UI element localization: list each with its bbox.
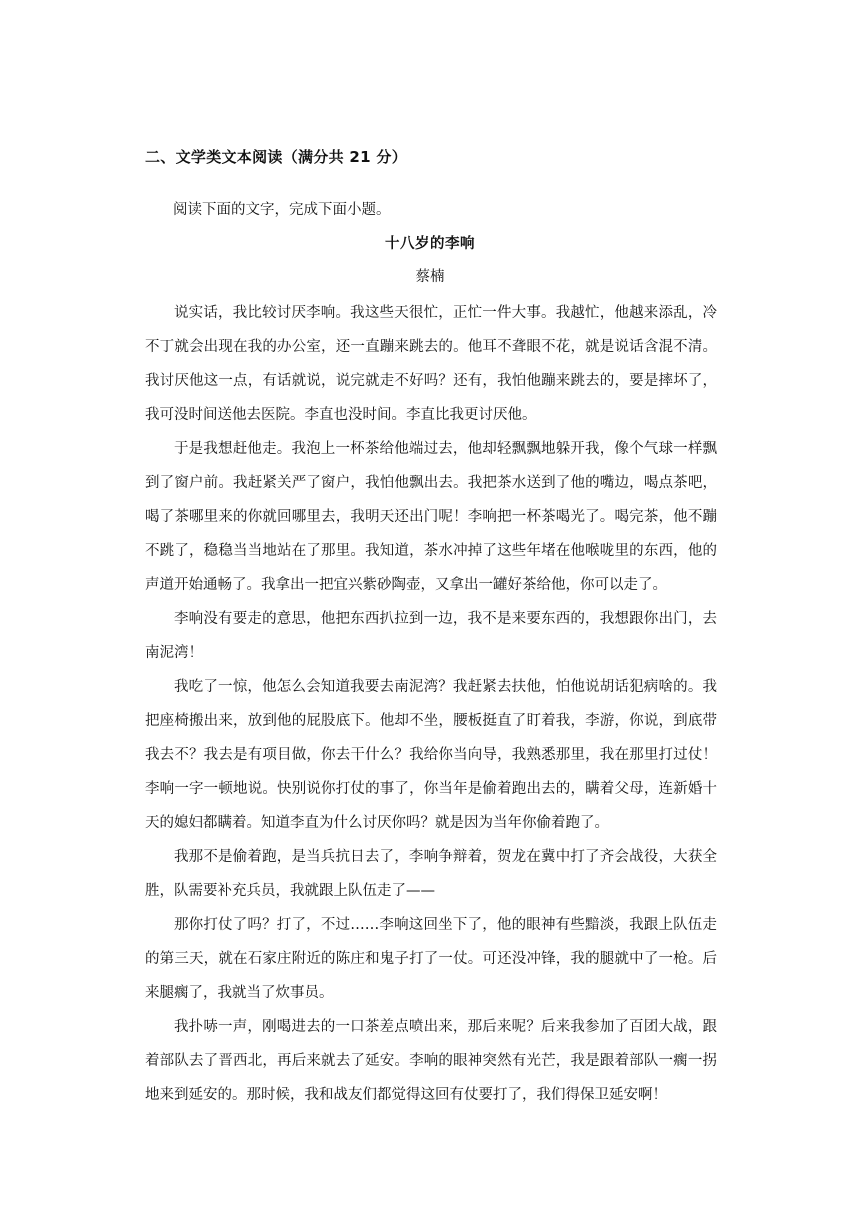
story-title: 十八岁的李响	[385, 235, 475, 252]
story-author: 蔡楠	[415, 269, 445, 285]
story-paragraph: 我扑哧一声，刚喝进去的一口茶差点喷出来，那后来呢？后来我参加了百团大战，跟着部队去了晋西北，再后来就去了延安。李响的眼神突然有光芒，我是跟着部队一瘸一拐地来到延安的。那时候，我和战友们都觉得这回有仗要打了，我们得保卫延安啊！	[145, 1019, 717, 1103]
section-heading: 二、文学类文本阅读（满分共 21 分）	[145, 148, 408, 166]
story-paragraph: 我那不是偷着跑，是当兵抗日去了，李响争辩着，贺龙在冀中打了齐会战役，大获全胜，队需要补充兵员，我就跟上队伍走了——	[145, 849, 717, 899]
story-paragraph: 那你打仗了吗？打了，不过……李响这回坐下了，他的眼神有些黯淡，我跟上队伍走的第三天，就在石家庄附近的陈庄和鬼子打了一仗。可还没冲锋，我的腿就中了一枪。后来腿瘸了，我就当了炊事员。	[145, 917, 717, 1001]
reading-instruction: 阅读下面的文字，完成下面小题。	[173, 202, 391, 218]
story-paragraph: 于是我想赶他走。我泡上一杯茶给他端过去，他却轻飘飘地躲开我，像个气球一样飘到了窗户前。我赶紧关严了窗户，我怕他飘出去。我把茶水送到了他的嘴边，喝点茶吧，喝了茶哪里来的你就回哪里去，我明天还出门呢！李响把一杯茶喝光了。喝完茶，他不蹦不跳了，稳稳当当地站在了那里。我知道，茶水冲掉了这些年堵在他喉咙里的东西，他的声道开始通畅了。我拿出一把宜兴紫砂陶壶，又拿出一罐好茶给他，你可以走了。	[145, 441, 717, 593]
story-paragraph: 李响没有要走的意思，他把东西扒拉到一边，我不是来要东西的，我想跟你出门，去南泥湾！	[145, 611, 717, 661]
story-paragraph: 我吃了一惊，他怎么会知道我要去南泥湾？我赶紧去扶他，怕他说胡话犯病啥的。我把座椅搬出来，放到他的屁股底下。他却不坐，腰板挺直了盯着我，李游，你说，到底带我去不？我去是有项目做，你去干什么？我给你当向导，我熟悉那里，我在那里打过仗！李响一字一顿地说。快别说你打仗的事了，你当年是偷着跑出去的，瞒着父母，连新婚十天的媳妇都瞒着。知道李直为什么讨厌你吗？就是因为当年你偷着跑了。	[145, 679, 717, 831]
story-paragraph: 说实话，我比较讨厌李响。我这些天很忙，正忙一件大事。我越忙，他越来添乱，冷不丁就会出现在我的办公室，还一直蹦来跳去的。他耳不聋眼不花，就是说话含混不清。我讨厌他这一点，有话就说，说完就走不好吗？还有，我怕他蹦来跳去的，要是摔坏了，我可没时间送他去医院。李直也没时间。李直比我更讨厌他。	[145, 305, 717, 423]
story-body	[145, 296, 717, 1112]
